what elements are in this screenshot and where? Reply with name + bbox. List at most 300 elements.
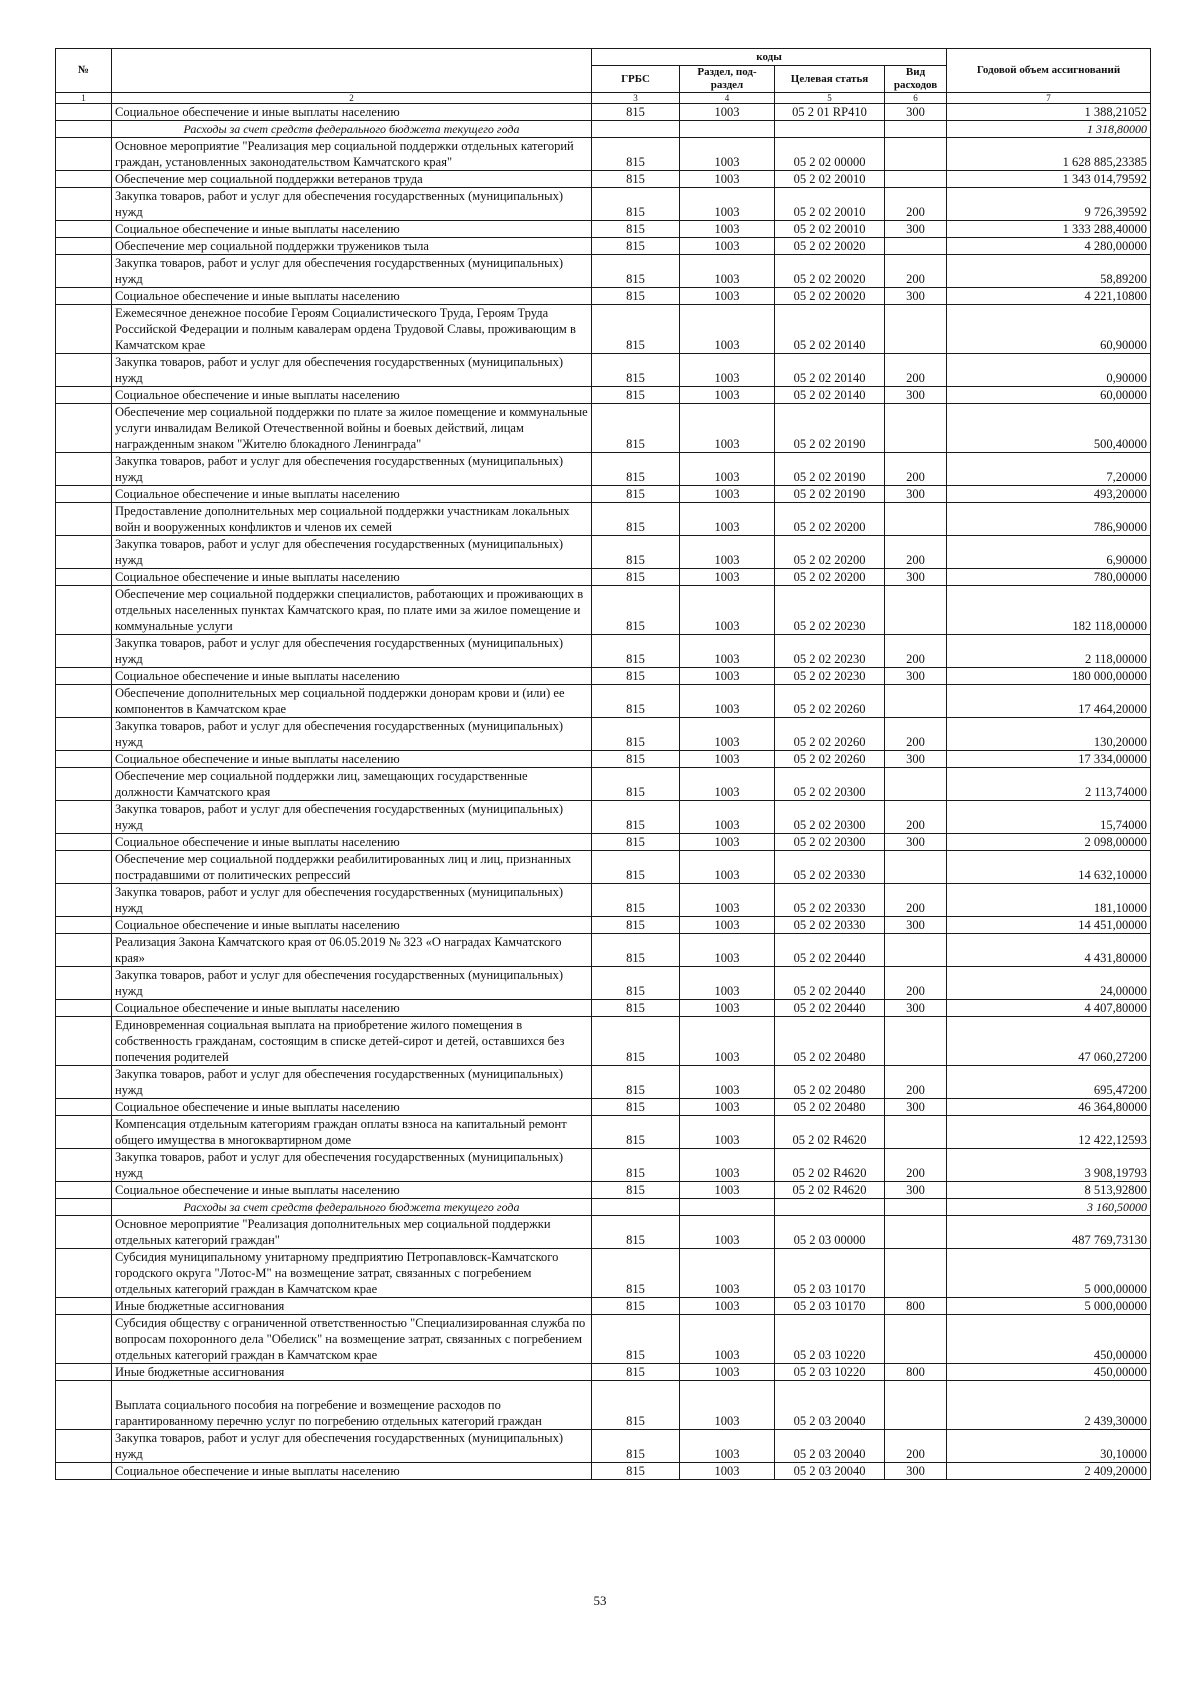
row-sum: 12 422,12593 [947,1116,1151,1149]
row-razdel: 1003 [680,354,775,387]
row-vid: 300 [885,1182,947,1199]
row-razdel: 1003 [680,138,775,171]
row-name: Закупка товаров, работ и услуг для обеспечения государственных (муниципальных) нужд [112,1066,592,1099]
row-sum: 450,00000 [947,1364,1151,1381]
row-razdel: 1003 [680,171,775,188]
row-sum: 17 334,00000 [947,751,1151,768]
row-vid: 200 [885,1149,947,1182]
row-statya: 05 2 02 20230 [775,635,885,668]
row-name: Обеспечение дополнительных мер социальной поддержки донорам крови и (или) ее компонентов в Камчатском крае [112,685,592,718]
row-grbs: 815 [592,255,680,288]
row-statya: 05 2 02 20330 [775,884,885,917]
row-razdel: 1003 [680,404,775,453]
row-grbs: 815 [592,685,680,718]
row-sum: 47 060,27200 [947,1017,1151,1066]
row-vid: 300 [885,221,947,238]
row-num [56,1381,112,1430]
row-num [56,569,112,586]
table-row [56,751,1151,768]
row-num [56,453,112,486]
column-number-row [56,93,1151,104]
table-row [56,171,1151,188]
table-row [56,1116,1151,1149]
row-statya: 05 2 02 20440 [775,967,885,1000]
table-row [56,255,1151,288]
table-row [56,1298,1151,1315]
row-vid: 200 [885,967,947,1000]
row-razdel: 1003 [680,1216,775,1249]
row-statya: 05 2 03 10220 [775,1315,885,1364]
col-number: 3 [592,93,680,104]
row-vid [885,1216,947,1249]
row-name: Закупка товаров, работ и услуг для обеспечения государственных (муниципальных) нужд [112,188,592,221]
row-vid: 300 [885,288,947,305]
table-row [56,768,1151,801]
row-sum: 24,00000 [947,967,1151,1000]
row-grbs: 815 [592,503,680,536]
row-statya: 05 2 02 20440 [775,934,885,967]
row-name: Закупка товаров, работ и услуг для обеспечения государственных (муниципальных) нужд [112,536,592,569]
row-name: Социальное обеспечение и иные выплаты населению [112,917,592,934]
row-sum: 780,00000 [947,569,1151,586]
row-name: Обеспечение мер социальной поддержки реабилитированных лиц и лиц, признанных пострадавшими от политических репрессий [112,851,592,884]
row-vid: 200 [885,255,947,288]
row-statya: 05 2 02 R4620 [775,1149,885,1182]
row-vid [885,1249,947,1298]
row-name: Обеспечение мер социальной поддержки лиц, замещающих государственные должности Камчатского края [112,768,592,801]
row-statya: 05 2 02 20260 [775,685,885,718]
row-grbs: 815 [592,668,680,685]
row-sum: 46 364,80000 [947,1099,1151,1116]
row-grbs: 815 [592,1364,680,1381]
row-statya: 05 2 02 20190 [775,486,885,503]
row-razdel [680,1199,775,1216]
row-sum: 3 160,50000 [947,1199,1151,1216]
row-sum: 9 726,39592 [947,188,1151,221]
row-num [56,238,112,255]
row-sum: 2 118,00000 [947,635,1151,668]
row-razdel: 1003 [680,305,775,354]
row-statya: 05 2 02 20140 [775,387,885,404]
row-grbs: 815 [592,718,680,751]
codes-header: коды [592,49,947,66]
row-razdel: 1003 [680,1463,775,1480]
table-row [56,586,1151,635]
table-row [56,1182,1151,1199]
row-razdel: 1003 [680,685,775,718]
row-sum: 58,89200 [947,255,1151,288]
table-row [56,917,1151,934]
col-number: 5 [775,93,885,104]
row-sum: 4 431,80000 [947,934,1151,967]
row-name: Закупка товаров, работ и услуг для обеспечения государственных (муниципальных) нужд [112,801,592,834]
row-statya: 05 2 02 00000 [775,138,885,171]
row-num [56,834,112,851]
table-row [56,685,1151,718]
row-razdel: 1003 [680,503,775,536]
row-name: Социальное обеспечение и иные выплаты населению [112,1463,592,1480]
row-vid [885,503,947,536]
row-grbs: 815 [592,138,680,171]
row-grbs: 815 [592,221,680,238]
row-sum: 30,10000 [947,1430,1151,1463]
row-vid [885,685,947,718]
row-grbs: 815 [592,1000,680,1017]
row-grbs: 815 [592,1099,680,1116]
row-razdel: 1003 [680,453,775,486]
row-num [56,1116,112,1149]
row-statya: 05 2 02 20200 [775,569,885,586]
page-number: 53 [593,1593,607,1608]
row-razdel: 1003 [680,635,775,668]
row-num [56,104,112,121]
row-statya: 05 2 03 00000 [775,1216,885,1249]
row-num [56,1430,112,1463]
row-grbs: 815 [592,1149,680,1182]
row-num [56,751,112,768]
row-grbs: 815 [592,288,680,305]
row-sum: 60,00000 [947,387,1151,404]
row-razdel: 1003 [680,967,775,1000]
table-body [56,104,1151,1480]
row-razdel: 1003 [680,387,775,404]
row-grbs: 815 [592,104,680,121]
row-razdel: 1003 [680,884,775,917]
table-row [56,1066,1151,1099]
row-num [56,967,112,1000]
row-grbs [592,1199,680,1216]
row-vid: 300 [885,668,947,685]
row-name: Иные бюджетные ассигнования [112,1364,592,1381]
row-razdel: 1003 [680,1364,775,1381]
row-grbs: 815 [592,188,680,221]
row-razdel: 1003 [680,238,775,255]
row-vid: 200 [885,536,947,569]
row-grbs: 815 [592,851,680,884]
table-row [56,536,1151,569]
row-statya: 05 2 02 20010 [775,171,885,188]
row-num [56,1182,112,1199]
row-sum: 695,47200 [947,1066,1151,1099]
row-name: Социальное обеспечение и иные выплаты населению [112,834,592,851]
col-grbs-header: ГРБС [592,66,680,93]
row-vid [885,1199,947,1216]
table-row [56,851,1151,884]
row-razdel: 1003 [680,1017,775,1066]
row-vid: 200 [885,1066,947,1099]
row-num [56,255,112,288]
row-name: Основное мероприятие "Реализация мер социальной поддержки отдельных категорий граждан, установленных законодательством Камчатского края" [112,138,592,171]
row-vid: 300 [885,834,947,851]
row-vid [885,404,947,453]
row-name: Основное мероприятие "Реализация дополнительных мер социальной поддержки отдельных категорий граждан" [112,1216,592,1249]
row-sum: 786,90000 [947,503,1151,536]
row-razdel: 1003 [680,1000,775,1017]
row-statya: 05 2 03 20040 [775,1381,885,1430]
table-row [56,288,1151,305]
col-name-header [112,49,592,93]
col-statya-header: Целевая статья [775,66,885,93]
row-vid: 300 [885,1099,947,1116]
row-name: Социальное обеспечение и иные выплаты населению [112,569,592,586]
row-sum: 14 632,10000 [947,851,1151,884]
table-row [56,188,1151,221]
row-vid [885,1315,947,1364]
row-razdel: 1003 [680,1149,775,1182]
federal-subtotal-row [56,121,1151,138]
row-grbs: 815 [592,884,680,917]
row-razdel: 1003 [680,1315,775,1364]
row-razdel: 1003 [680,934,775,967]
row-name: Иные бюджетные ассигнования [112,1298,592,1315]
row-vid [885,138,947,171]
row-vid: 300 [885,104,947,121]
row-num [56,503,112,536]
table-row [56,1249,1151,1298]
table-row [56,668,1151,685]
row-sum: 5 000,00000 [947,1249,1151,1298]
row-razdel: 1003 [680,569,775,586]
col-volume-header: Годовой объем ассигнований [947,49,1151,93]
row-vid [885,1381,947,1430]
row-name: Реализация Закона Камчатского края от 06.05.2019 № 323 «О наградах Камчатского края» [112,934,592,967]
row-num [56,188,112,221]
row-sum: 130,20000 [947,718,1151,751]
row-grbs: 815 [592,171,680,188]
row-name: Социальное обеспечение и иные выплаты населению [112,387,592,404]
row-statya: 05 2 02 20020 [775,255,885,288]
row-statya: 05 2 02 20190 [775,453,885,486]
row-statya: 05 2 03 20040 [775,1463,885,1480]
row-num [56,536,112,569]
table-row [56,1017,1151,1066]
row-grbs: 815 [592,967,680,1000]
row-statya: 05 2 02 20330 [775,917,885,934]
row-name: Расходы за счет средств федерального бюджета текущего года [112,121,592,138]
row-num [56,768,112,801]
row-statya: 05 2 02 20230 [775,586,885,635]
table-row [56,1149,1151,1182]
row-statya: 05 2 02 20020 [775,288,885,305]
row-vid: 200 [885,718,947,751]
table-row [56,486,1151,503]
row-razdel: 1003 [680,288,775,305]
row-sum: 17 464,20000 [947,685,1151,718]
row-num [56,884,112,917]
row-grbs: 815 [592,1017,680,1066]
row-sum: 182 118,00000 [947,586,1151,635]
row-statya: 05 2 02 20300 [775,801,885,834]
row-grbs: 815 [592,305,680,354]
row-razdel: 1003 [680,221,775,238]
row-vid: 200 [885,635,947,668]
row-statya: 05 2 02 20230 [775,668,885,685]
row-grbs: 815 [592,1381,680,1430]
row-statya: 05 2 02 20010 [775,188,885,221]
row-vid: 200 [885,354,947,387]
row-vid [885,121,947,138]
row-vid: 300 [885,486,947,503]
row-vid: 200 [885,1430,947,1463]
row-statya: 05 2 02 20260 [775,751,885,768]
table-row [56,453,1151,486]
row-vid: 300 [885,387,947,404]
col-razdel-header: Раздел, под-раздел [680,66,775,93]
row-statya: 05 2 03 10170 [775,1298,885,1315]
row-num [56,1017,112,1066]
row-vid [885,171,947,188]
row-sum: 2 113,74000 [947,768,1151,801]
row-vid [885,851,947,884]
row-grbs: 815 [592,1315,680,1364]
row-sum: 1 333 288,40000 [947,221,1151,238]
table-row [56,934,1151,967]
row-name: Выплата социального пособия на погребение и возмещение расходов по гарантированному перечню услуг по погребению отдельных категорий граждан [112,1381,592,1430]
row-razdel: 1003 [680,104,775,121]
row-razdel: 1003 [680,1066,775,1099]
row-name: Закупка товаров, работ и услуг для обеспечения государственных (муниципальных) нужд [112,255,592,288]
table-row [56,138,1151,171]
row-name: Субсидия обществу с ограниченной ответственностью "Специализированная служба по вопросам похоронного дела "Обелиск" на возмещение затрат, связанных с погребением отдельных категорий граждан в Камчатском крае [112,1315,592,1364]
row-name: Социальное обеспечение и иные выплаты населению [112,486,592,503]
row-vid: 300 [885,751,947,768]
row-num [56,851,112,884]
row-num [56,1315,112,1364]
row-sum: 2 439,30000 [947,1381,1151,1430]
row-vid [885,934,947,967]
row-num [56,1000,112,1017]
row-name: Закупка товаров, работ и услуг для обеспечения государственных (муниципальных) нужд [112,884,592,917]
row-razdel: 1003 [680,1249,775,1298]
row-statya: 05 2 03 10170 [775,1249,885,1298]
table-row [56,238,1151,255]
row-num [56,1216,112,1249]
row-grbs: 815 [592,238,680,255]
row-statya: 05 2 01 RP410 [775,104,885,121]
row-sum: 487 769,73130 [947,1216,1151,1249]
row-grbs: 815 [592,387,680,404]
table-row [56,967,1151,1000]
row-name: Единовременная социальная выплата на приобретение жилого помещения в собственность гражданам, состоящим в списке детей-сирот и детей, оставшихся без попечения родителей [112,1017,592,1066]
row-num [56,1199,112,1216]
row-vid [885,586,947,635]
row-sum: 14 451,00000 [947,917,1151,934]
table-row [56,1315,1151,1364]
row-grbs: 815 [592,834,680,851]
row-statya: 05 2 02 20330 [775,851,885,884]
row-num [56,221,112,238]
table-row [56,1463,1151,1480]
row-statya: 05 2 03 10220 [775,1364,885,1381]
row-razdel: 1003 [680,1381,775,1430]
row-razdel: 1003 [680,486,775,503]
table-row [56,404,1151,453]
row-name: Обеспечение мер социальной поддержки по плате за жилое помещение и коммунальные услуги инвалидам Великой Отечественной войны и боевых действий, лицам награжденным знаком "Жителю блокадного Ленинграда" [112,404,592,453]
row-sum: 1 318,80000 [947,121,1151,138]
row-sum: 181,10000 [947,884,1151,917]
row-num [56,668,112,685]
row-sum: 2 409,20000 [947,1463,1151,1480]
row-razdel: 1003 [680,255,775,288]
row-sum: 3 908,19793 [947,1149,1151,1182]
row-razdel: 1003 [680,1182,775,1199]
col-num-header: № [56,49,112,93]
row-sum: 4 280,00000 [947,238,1151,255]
row-statya: 05 2 02 20140 [775,305,885,354]
row-name: Закупка товаров, работ и услуг для обеспечения государственных (муниципальных) нужд [112,354,592,387]
row-statya: 05 2 02 20140 [775,354,885,387]
row-name: Обеспечение мер социальной поддержки ветеранов труда [112,171,592,188]
table-row [56,104,1151,121]
row-num [56,305,112,354]
row-razdel: 1003 [680,751,775,768]
row-name: Ежемесячное денежное пособие Героям Социалистического Труда, Героям Труда Российской Федерации и полным кавалерам ордена Трудовой Славы, проживающим в Камчатском крае [112,305,592,354]
row-statya [775,121,885,138]
row-num [56,354,112,387]
table-row [56,221,1151,238]
row-grbs: 815 [592,1298,680,1315]
budget-table [55,48,1151,1480]
row-statya: 05 2 02 20440 [775,1000,885,1017]
row-sum: 493,20000 [947,486,1151,503]
table-row [56,354,1151,387]
row-razdel: 1003 [680,917,775,934]
row-name: Субсидия муниципальному унитарному предприятию Петропавловск-Камчатского городского округа "Лотос-М" на возмещение затрат, связанных с погребением отдельных категорий граждан в Камчатском крае [112,1249,592,1298]
row-statya: 05 2 02 20300 [775,768,885,801]
row-sum: 8 513,92800 [947,1182,1151,1199]
row-grbs: 815 [592,934,680,967]
row-statya: 05 2 02 20300 [775,834,885,851]
row-name: Закупка товаров, работ и услуг для обеспечения государственных (муниципальных) нужд [112,635,592,668]
row-grbs: 815 [592,586,680,635]
row-num [56,1249,112,1298]
row-razdel: 1003 [680,718,775,751]
table-row [56,834,1151,851]
row-grbs: 815 [592,536,680,569]
row-vid: 800 [885,1364,947,1381]
row-num [56,404,112,453]
row-vid: 300 [885,1000,947,1017]
row-vid: 200 [885,884,947,917]
table-row [56,387,1151,404]
row-statya: 05 2 02 20480 [775,1017,885,1066]
row-name: Социальное обеспечение и иные выплаты населению [112,1182,592,1199]
row-num [56,387,112,404]
row-sum: 2 098,00000 [947,834,1151,851]
col-number: 7 [947,93,1151,104]
table-row [56,1000,1151,1017]
row-num [56,917,112,934]
row-num [56,138,112,171]
row-name: Закупка товаров, работ и услуг для обеспечения государственных (муниципальных) нужд [112,1149,592,1182]
row-name: Предоставление дополнительных мер социальной поддержки участникам локальных войн и вооруженных конфликтов и членов их семей [112,503,592,536]
row-name: Социальное обеспечение и иные выплаты населению [112,668,592,685]
row-razdel [680,121,775,138]
row-vid [885,1017,947,1066]
col-number: 6 [885,93,947,104]
row-grbs: 815 [592,768,680,801]
budget-page [55,48,1150,1480]
table-row [56,305,1151,354]
col-number: 4 [680,93,775,104]
table-row [56,718,1151,751]
row-grbs: 815 [592,801,680,834]
row-name: Обеспечение мер социальной поддержки специалистов, работающих и проживающих в отдельных населенных пунктах Камчатского края, по плате ими за жилое помещение и коммунальные услуги [112,586,592,635]
row-sum: 180 000,00000 [947,668,1151,685]
table-row [56,1216,1151,1249]
row-num [56,486,112,503]
row-name: Социальное обеспечение и иные выплаты населению [112,221,592,238]
